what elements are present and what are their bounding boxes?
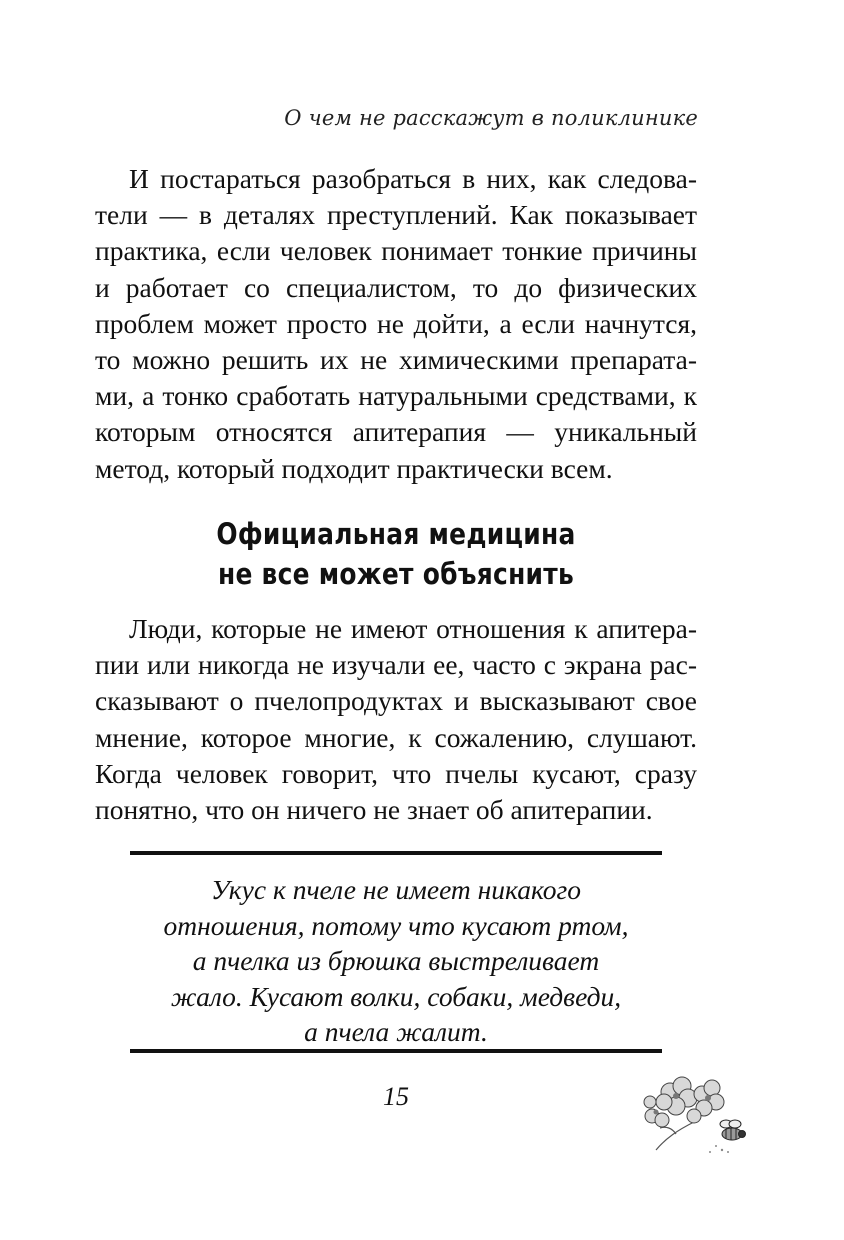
- pull-quote-line-4: жало. Кусают волки, собаки, медведи,: [170, 980, 622, 1012]
- section-heading-line-2: не все может объяснить: [217, 557, 575, 591]
- pull-quote-line-3: а пчелка из брюшка выстреливает: [192, 945, 600, 976]
- quote-bottom-rule: [130, 1049, 662, 1053]
- section-heading: [137, 514, 655, 594]
- pull-quote-line-5: а пчела жалит.: [304, 1016, 488, 1047]
- section-heading-line-1: Официальная медицина: [216, 517, 576, 551]
- flower-bee-icon: [636, 1072, 748, 1156]
- pull-quote-line-1: Укус к пчеле не имеет никакого: [210, 874, 582, 905]
- pull-quote: [130, 872, 662, 1050]
- pull-quote-line-2: отношения, потому что кусают ртом,: [163, 909, 629, 941]
- quote-top-rule: [130, 851, 662, 855]
- body-paragraph-1: И постараться разобраться в них, как следователи — в деталях преступлений. Как показывает практика, если человек понимает тонкие причины и работает со специалистом, то до физических проблем может просто не дойти, а если начнутся, то можно решить их не химическими препаратами, а тонко сработать натуральными средствами, к которым относятся апитерапия — уникальный метод, который подходит практически всем.: [95, 163, 697, 484]
- body-paragraph-2: Люди, которые не имеют отношения к апитерапии или никогда не изучали ее, часто с экрана рассказывают о пчелопродуктах и высказывают свое мнение, которое многие, к сожалению, слушают. Когда человек говорит, что пчелы кусают, сразу понятно, что он ничего не знает об апитерапии.: [95, 613, 697, 826]
- running-head: О чем не расскажут в поликлинике: [284, 106, 698, 130]
- page-number: 15: [383, 1082, 409, 1111]
